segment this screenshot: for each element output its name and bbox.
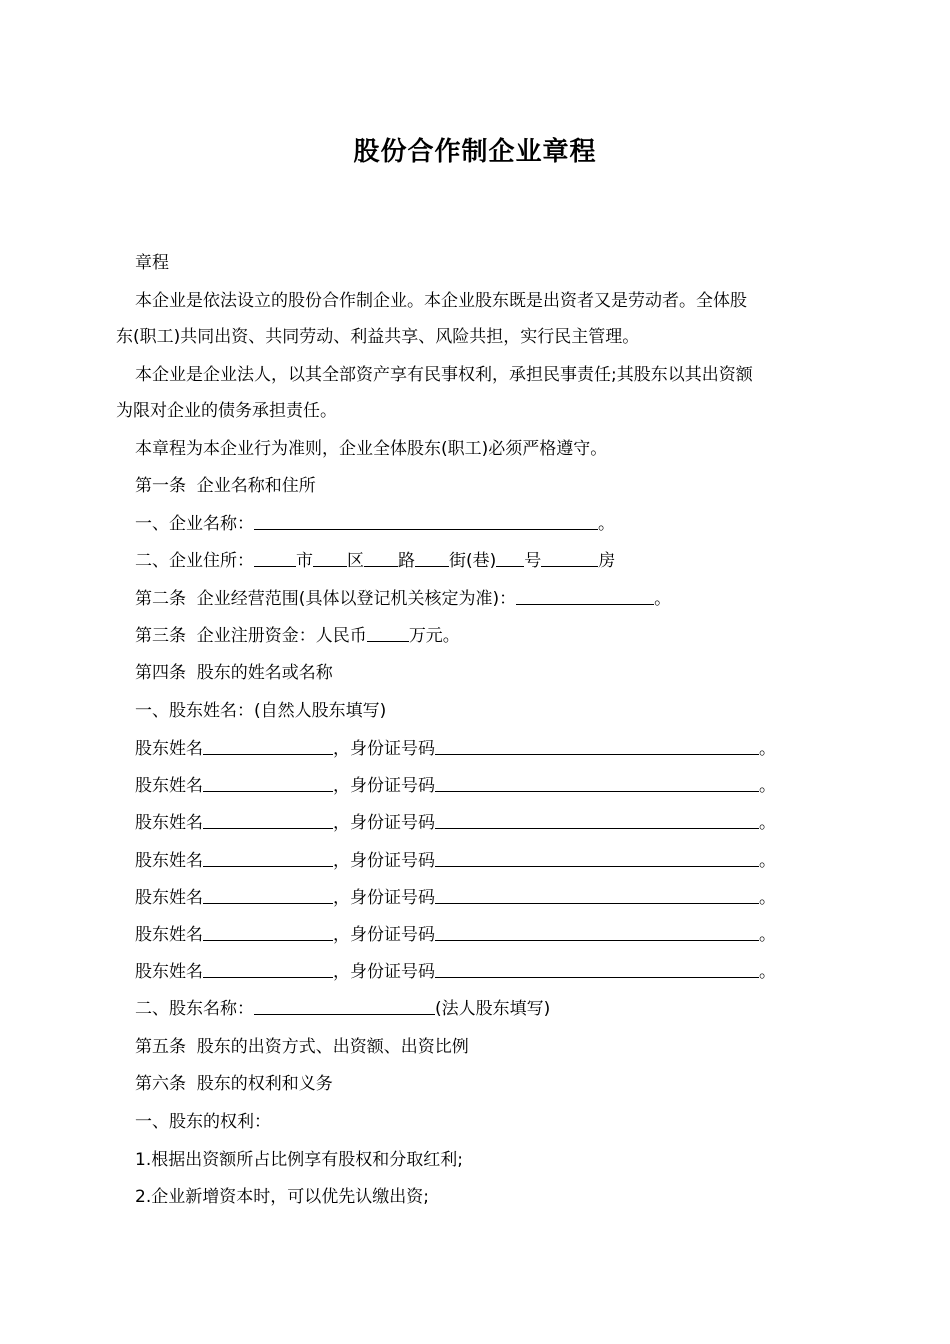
district-label: 区	[347, 551, 364, 571]
street-label: 街(巷)	[449, 551, 497, 571]
room-blank[interactable]	[541, 550, 598, 567]
room-label: 房	[598, 551, 616, 571]
article-3-label: 第三条 企业注册资金：人民币	[135, 626, 367, 646]
id-number-blank[interactable]	[435, 924, 759, 941]
article-2-end: 。	[654, 589, 672, 609]
legal-person-shareholder-row	[135, 997, 859, 1021]
shareholder-row	[135, 960, 859, 984]
id-number-label: ，身份证号码	[333, 962, 435, 982]
shareholder-rights-heading: 一、股东的权利：	[135, 1112, 271, 1132]
row-end: 。	[759, 851, 776, 871]
article-4-heading: 第四条 股东的姓名或名称	[135, 663, 333, 683]
shareholder-name-label: 股东姓名	[135, 888, 203, 908]
id-number-blank[interactable]	[435, 887, 759, 904]
article-6-heading: 第六条 股东的权利和义务	[135, 1074, 333, 1094]
city-blank[interactable]	[254, 550, 296, 567]
shareholder-name-label: 股东姓名	[135, 739, 203, 759]
paragraph-3: 本章程为本企业行为准则，企业全体股东(职工)必须严格遵守。	[135, 439, 608, 459]
article-3-row	[135, 624, 859, 648]
document-title: 股份合作制企业章程	[353, 137, 597, 167]
article-3-end: 万元。	[408, 626, 460, 646]
paragraph-2-line-1: 本企业是企业法人，以其全部资产享有民事权利，承担民事责任;其股东以其出资额	[135, 365, 753, 385]
shareholder-name-label: 股东姓名	[135, 925, 203, 945]
id-number-label: ，身份证号码	[333, 776, 435, 796]
legal-person-name-blank[interactable]	[254, 998, 435, 1015]
heading: 章程	[135, 253, 169, 273]
row-end: 。	[759, 739, 776, 759]
shareholder-row	[135, 923, 859, 947]
shareholder-name-blank[interactable]	[203, 738, 333, 755]
row-end: 。	[759, 962, 776, 982]
paragraph-1-line-1: 本企业是依法设立的股份合作制企业。本企业股东既是出资者又是劳动者。全体股	[135, 291, 747, 311]
company-name-blank[interactable]	[254, 513, 598, 530]
id-number-blank[interactable]	[435, 850, 759, 867]
shareholder-name-blank[interactable]	[203, 812, 333, 829]
shareholder-name-blank[interactable]	[203, 924, 333, 941]
shareholder-name-label: 股东姓名	[135, 776, 203, 796]
street-blank[interactable]	[415, 550, 449, 567]
article-2-label: 第二条 企业经营范围(具体以登记机关核定为准)：	[135, 589, 517, 609]
legal-person-label: 二、股东名称：	[135, 999, 254, 1019]
shareholder-name-blank[interactable]	[203, 961, 333, 978]
id-number-label: ，身份证号码	[333, 813, 435, 833]
article-2-row	[135, 587, 859, 611]
id-number-label: ，身份证号码	[333, 851, 435, 871]
row-end: 。	[759, 813, 776, 833]
registered-capital-blank[interactable]	[367, 625, 409, 642]
company-address-label: 二、企业住所：	[135, 551, 254, 571]
shareholder-row	[135, 737, 859, 761]
shareholder-name-label: 股东姓名	[135, 851, 203, 871]
shareholder-row	[135, 886, 859, 910]
company-address-row	[135, 549, 859, 573]
id-number-label: ，身份证号码	[333, 888, 435, 908]
shareholder-name-blank[interactable]	[203, 887, 333, 904]
id-number-blank[interactable]	[435, 738, 759, 755]
id-number-label: ，身份证号码	[333, 739, 435, 759]
company-name-end: 。	[598, 514, 615, 534]
article-1-heading: 第一条 企业名称和住所	[135, 476, 316, 496]
paragraph-1-line-2: 东(职工)共同出资、共同劳动、利益共享、风险共担，实行民主管理。	[116, 327, 640, 347]
right-item-2: 2.企业新增资本时，可以优先认缴出资;	[135, 1187, 429, 1207]
legal-person-note: (法人股东填写)	[435, 999, 551, 1019]
shareholder-name-blank[interactable]	[203, 775, 333, 792]
id-number-blank[interactable]	[435, 812, 759, 829]
number-label: 号	[524, 551, 542, 571]
business-scope-blank[interactable]	[516, 588, 654, 605]
shareholder-name-label: 股东姓名	[135, 813, 203, 833]
id-number-blank[interactable]	[435, 961, 759, 978]
shareholder-name-label: 股东姓名	[135, 962, 203, 982]
natural-person-shareholders-label: 一、股东姓名：(自然人股东填写)	[135, 701, 387, 721]
row-end: 。	[759, 888, 776, 908]
shareholder-row	[135, 811, 859, 835]
company-name-label: 一、企业名称：	[135, 514, 254, 534]
shareholder-row	[135, 774, 859, 798]
number-blank[interactable]	[496, 550, 524, 567]
id-number-label: ，身份证号码	[333, 925, 435, 945]
row-end: 。	[759, 776, 776, 796]
right-item-1: 1.根据出资额所占比例享有股权和分取红利;	[135, 1150, 463, 1170]
road-blank[interactable]	[364, 550, 398, 567]
company-name-row	[135, 512, 859, 536]
paragraph-2-line-2: 为限对企业的债务承担责任。	[116, 401, 337, 421]
district-blank[interactable]	[313, 550, 347, 567]
article-5-heading: 第五条 股东的出资方式、出资额、出资比例	[135, 1037, 469, 1057]
id-number-blank[interactable]	[435, 775, 759, 792]
shareholder-name-blank[interactable]	[203, 850, 333, 867]
shareholder-row	[135, 849, 859, 873]
city-label: 市	[296, 551, 313, 571]
road-label: 路	[398, 551, 415, 571]
row-end: 。	[759, 925, 776, 945]
